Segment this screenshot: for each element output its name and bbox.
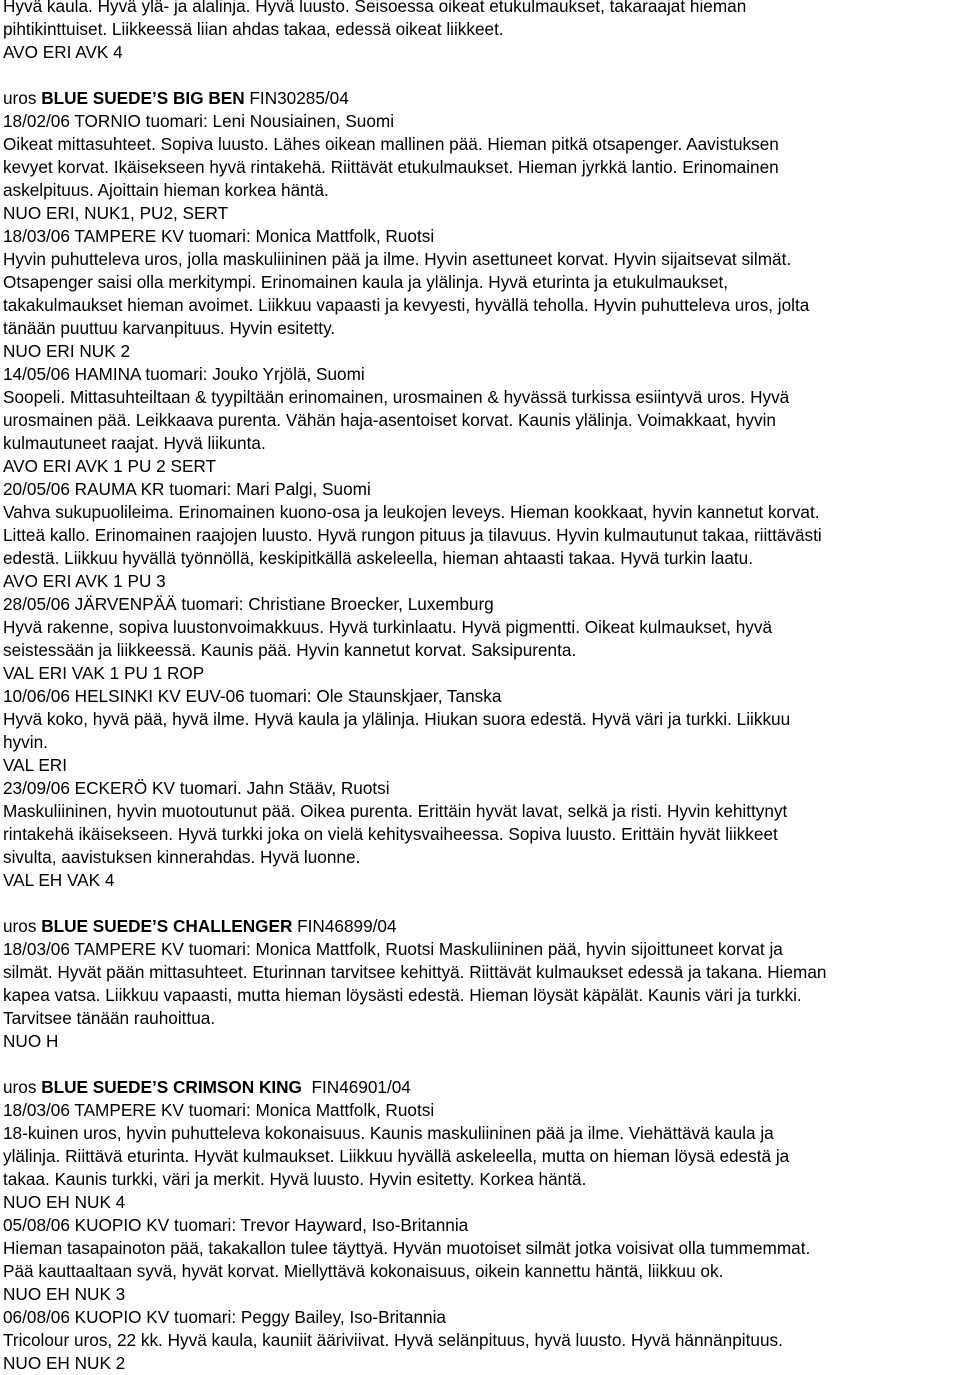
text-line: sivulta, aavistuksen kinnerahdas. Hyvä luonne. [3, 847, 361, 867]
show-line: 23/09/06 ECKERÖ KV tuomari. Jahn Stääv, Ruotsi [3, 778, 390, 798]
text-line: urosmainen pää. Leikkaava purenta. Vähän haja-asentoiset korvat. Kaunis ylälinja. Voimakkaat, hyvin [3, 410, 776, 430]
text-line: Pää kauttaaltaan syvä, hyvät korvat. Miellyttävä kokonaisuus, oikein kannettu häntä, liikkuu ok. [3, 1261, 724, 1281]
text-line: Otsapenger saisi olla merkitympi. Erinomainen kaula ja ylälinja. Hyvä eturinta ja etukulmaukset, [3, 272, 729, 292]
text-line: rintakehä ikäisekseen. Hyvä turkki joka on vielä kehitysvaiheessa. Sopiva luusto. Erittäin hyvät liikkeet [3, 824, 778, 844]
dog-sex: uros [3, 916, 42, 936]
show-line: 06/08/06 KUOPIO KV tuomari: Peggy Bailey, Iso-Britannia [3, 1307, 446, 1327]
dog-name: BLUE SUEDE’S BIG BEN [41, 88, 245, 108]
text-line: hyvin. [3, 732, 48, 752]
text-line: Hyvä koko, hyvä pää, hyvä ilme. Hyvä kaula ja ylälinja. Hiukan suora edestä. Hyvä väri ja turkki. Liikkuu [3, 709, 791, 729]
show-line: 18/02/06 TORNIO tuomari: Leni Nousiainen, Suomi [3, 111, 395, 131]
result-line: AVO ERI AVK 1 PU 2 SERT [3, 456, 217, 476]
text-line: Vahva sukupuolileima. Erinomainen kuono-osa ja leukojen leveys. Hieman kookkaat, hyvin kannetut korvat. [3, 502, 820, 522]
text-line: takakulmaukset hieman avoimet. Liikkuu vapaasti ja kevyesti, hyvällä teholla. Hyvin puhutteleva uros, jolta [3, 295, 810, 315]
dog-header-crimson-king [3, 1076, 957, 1099]
result-line: NUO EH NUK 2 [3, 1353, 126, 1373]
show-line: 18/03/06 TAMPERE KV tuomari: Monica Mattfolk, Ruotsi [3, 1100, 435, 1120]
dog-name: BLUE SUEDE’S CHALLENGER [41, 916, 293, 936]
show-line: 28/05/06 JÄRVENPÄÄ tuomari: Christiane Broecker, Luxemburg [3, 594, 494, 614]
text-line: kevyet korvat. Ikäisekseen hyvä rintakehä. Riittävät etukulmaukset. Hieman jyrkkä lantio. Erinomainen [3, 157, 779, 177]
text-line: Litteä kallo. Erinomainen raajojen luusto. Hyvä rungon pituus ja tilavuus. Hyvin kulmautunut takaa, riittävästi [3, 525, 822, 545]
result-line: NUO EH NUK 3 [3, 1284, 126, 1304]
show-line: 14/05/06 HAMINA tuomari: Jouko Yrjölä, Suomi [3, 364, 365, 384]
show-line: 05/08/06 KUOPIO KV tuomari: Trevor Hayward, Iso-Britannia [3, 1215, 469, 1235]
text-line: askelpituus. Ajoittain hieman korkea häntä. [3, 180, 329, 200]
text-line: Tarvitsee tänään rauhoittua. [3, 1008, 216, 1028]
text-line: Hyvin puhutteleva uros, jolla maskuliininen pää ja ilme. Hyvin asettuneet korvat. Hyvin sijaitsevat silmät. [3, 249, 792, 269]
blank-line [3, 1053, 957, 1076]
blank-line [3, 64, 957, 87]
result-line: NUO EH NUK 4 [3, 1192, 126, 1212]
text-line: edestä. Liikkuu hyvällä työnnöllä, keskipitkällä askeleella, hieman ahtaasti takaa. Hyvä turkin laatu. [3, 548, 753, 568]
text-line: Hyvä kaula. Hyvä ylä- ja alalinja. Hyvä luusto. Seisoessa oikeat etukulmaukset, takaraajat hieman [3, 0, 747, 16]
text-line: Oikeat mittasuhteet. Sopiva luusto. Lähes oikean mallinen pää. Hieman pitkä otsapenger. Aavistuksen [3, 134, 779, 154]
text-line: 18-kuinen uros, hyvin puhutteleva kokonaisuus. Kaunis maskuliininen pää ja ilme. Viehättävä kaula ja [3, 1123, 774, 1143]
text-line: takaa. Kaunis turkki, väri ja merkit. Hyvä luusto. Hyvin esitetty. Korkea häntä. [3, 1169, 587, 1189]
text-line: ylälinja. Riittävä eturinta. Hyvät kulmaukset. Liikkuu hyvällä askeleella, mutta on hieman löysä edestä ja [3, 1146, 790, 1166]
result-line: VAL ERI [3, 755, 67, 775]
result-line: VAL ERI VAK 1 PU 1 ROP [3, 663, 205, 683]
result-line: AVO ERI AVK 4 [3, 42, 123, 62]
dog-registration: FIN46899/04 [292, 916, 397, 936]
result-line: AVO ERI AVK 1 PU 3 [3, 571, 166, 591]
text-line: Tricolour uros, 22 kk. Hyvä kaula, kauniit ääriviivat. Hyvä selänpituus, hyvä luusto. Hyvä hännänpituus. [3, 1330, 783, 1350]
text-line: Soopeli. Mittasuhteiltaan & tyypiltään erinomainen, urosmainen & hyvässä turkissa esiintyvä uros. Hyvä [3, 387, 790, 407]
text-line: pihtikinttuiset. Liikkeessä liian ahdas takaa, edessä oikeat liikkeet. [3, 19, 504, 39]
text-line: kulmautuneet raajat. Hyvä liikunta. [3, 433, 266, 453]
text-line: Hyvä rakenne, sopiva luustonvoimakkuus. Hyvä turkinlaatu. Hyvä pigmentti. Oikeat kulmaukset, hyvä [3, 617, 773, 637]
result-line: NUO ERI, NUK1, PU2, SERT [3, 203, 229, 223]
dog-sex: uros [3, 1077, 42, 1097]
dog-registration: FIN46901/04 [301, 1077, 411, 1097]
dog-name: BLUE SUEDE’S CRIMSON KING [41, 1077, 302, 1097]
text-line: seistessään ja liikkeessä. Kaunis pää. Hyvin kannetut korvat. Saksipurenta. [3, 640, 577, 660]
text-line: kapea vatsa. Liikkuu vapaasti, mutta hieman löysästi edestä. Hieman löysät käpälät. Kaunis väri ja turkki. [3, 985, 802, 1005]
show-line: 10/06/06 HELSINKI KV EUV-06 tuomari: Ole Staunskjaer, Tanska [3, 686, 502, 706]
dog-registration: FIN30285/04 [244, 88, 349, 108]
result-line: VAL EH VAK 4 [3, 870, 115, 890]
text-line: silmät. Hyvät pään mittasuhteet. Eturinnan tarvitsee kehittyä. Riittävät kulmaukset edessä ja takana. Hieman [3, 962, 827, 982]
show-line: 20/05/06 RAUMA KR tuomari: Mari Palgi, Suomi [3, 479, 371, 499]
show-line: 18/03/06 TAMPERE KV tuomari: Monica Mattfolk, Ruotsi Maskuliininen pää, hyvin sijoittuneet korvat ja [3, 939, 783, 959]
blank-line [3, 892, 957, 915]
text-line: Hieman tasapainoton pää, takakallon tulee täyttyä. Hyvän muotoiset silmät jotka voisivat olla tummemmat. [3, 1238, 811, 1258]
document-page [3, 0, 957, 1375]
dog-header-big-ben [3, 87, 957, 110]
dog-sex: uros [3, 88, 42, 108]
show-line: 18/03/06 TAMPERE KV tuomari: Monica Mattfolk, Ruotsi [3, 226, 435, 246]
result-line: NUO H [3, 1031, 59, 1051]
result-line: NUO ERI NUK 2 [3, 341, 131, 361]
text-line: tänään puuttuu karvanpituus. Hyvin esitetty. [3, 318, 336, 338]
dog-header-challenger [3, 915, 957, 938]
text-line: Maskuliininen, hyvin muotoutunut pää. Oikea purenta. Erittäin hyvät lavat, selkä ja risti. Hyvin kehittynyt [3, 801, 788, 821]
